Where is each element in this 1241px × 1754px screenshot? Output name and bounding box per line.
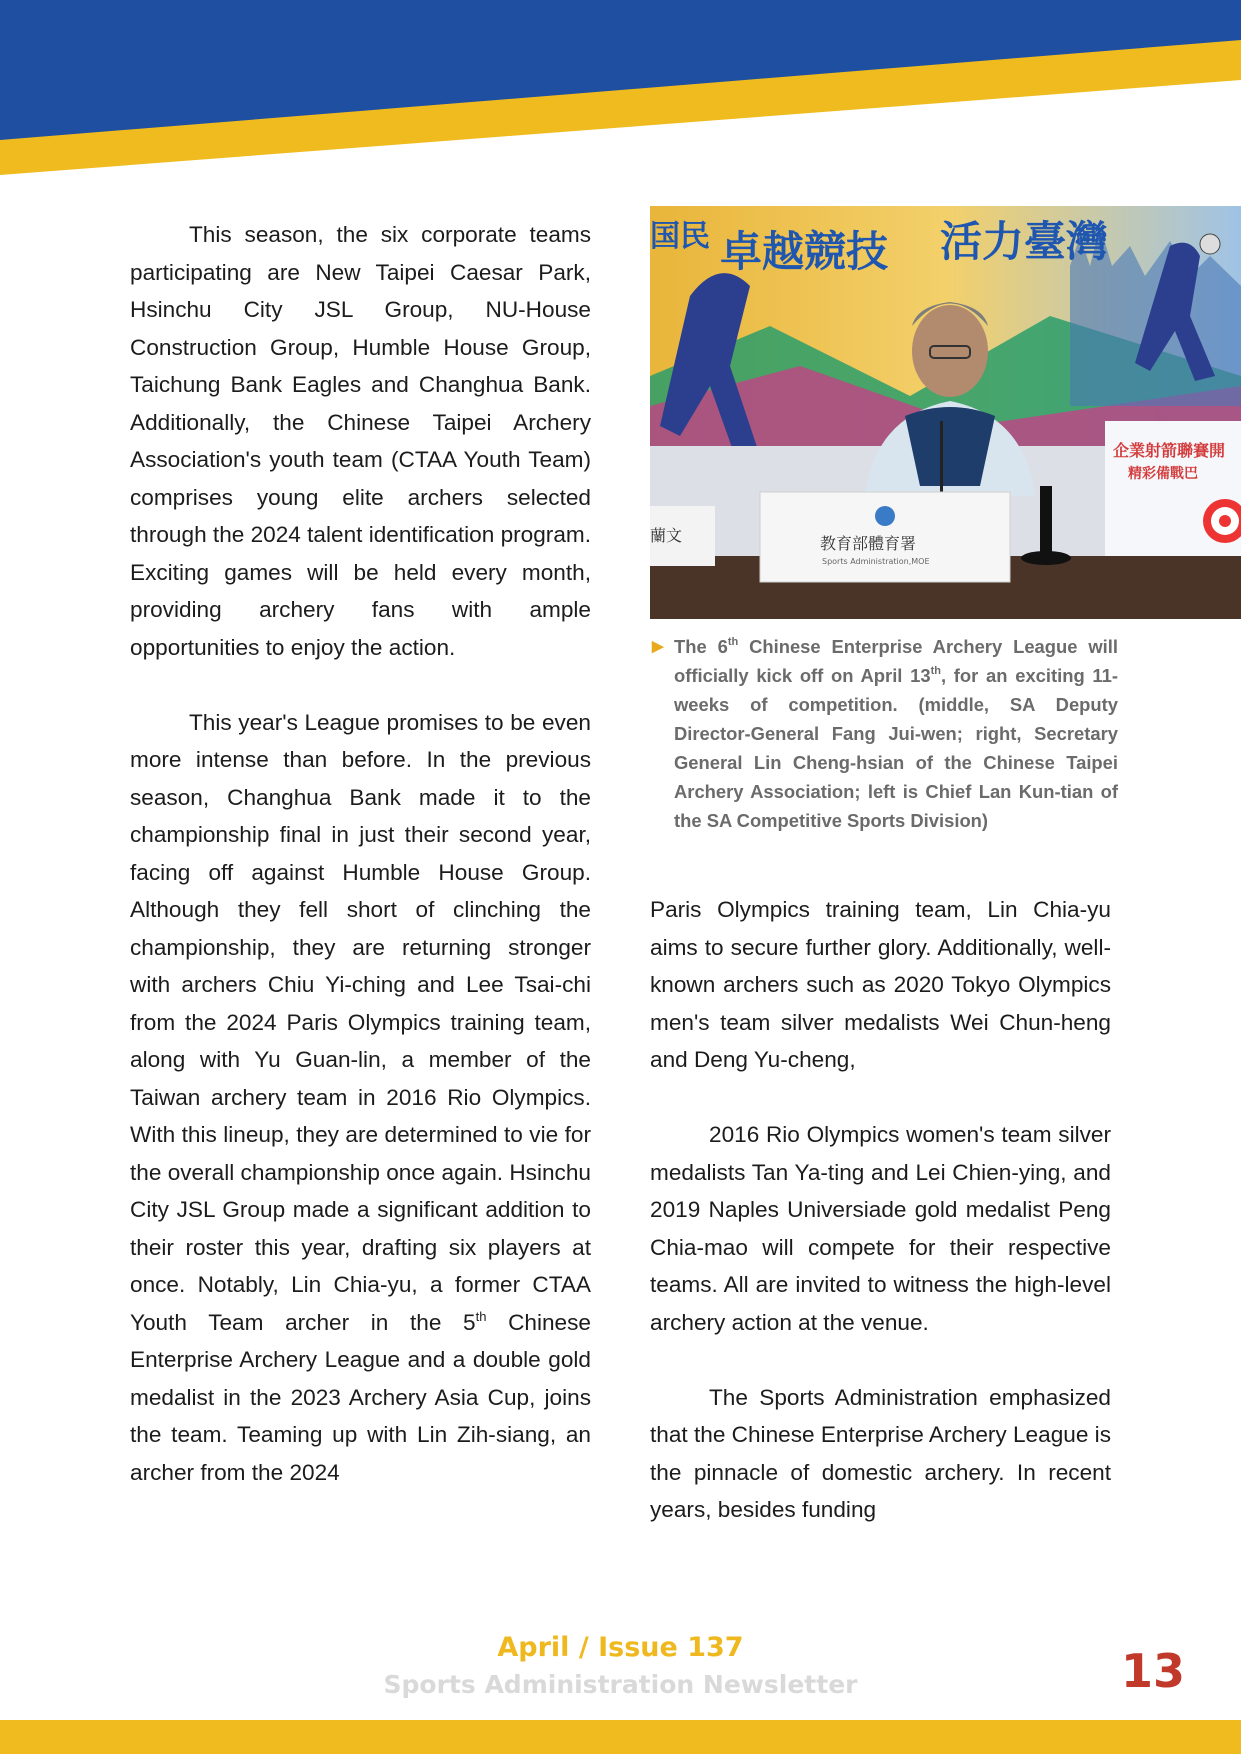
photo-caption: ▶ The 6th Chinese Enterprise Archery League will officially kick off on April 13th, for an exciting 11-weeks of competition. (middle, SA Deputy Director-General Fang Jui-wen; right, Secretary General Lin Cheng-hsian of the Chinese Taipei Archery Association; left is Chief Lan Kun-tian of the SA Competitive Sports Division) <box>650 632 1118 835</box>
right-column <box>650 891 1111 1529</box>
right-board-subtitle: 精彩備戰巴 <box>1128 466 1198 482</box>
right-paragraph-2: 2016 Rio Olympics women's team silver medalists Tan Ya-ting and Lei Chien-ying, and 2019 Naples Universiade gold medalist Peng Chia-mao will compete for their respective teams. All are invited to witness the high-level archery action at the venue. <box>650 1122 1111 1335</box>
publication-name: Sports Administration Newsletter <box>383 1670 858 1699</box>
banner-slogan-left: 国民 <box>650 219 710 254</box>
desk-sign-text: 教育部體育署 <box>820 534 917 553</box>
desk-sign-english: Sports Administration,MOE <box>822 557 930 566</box>
left-paragraph-2: This year's League promises to be even more intense than before. In the previous season, Changhua Bank made it to the championship final in just their second year, facing off against Humble House Group. Although they fell short of clinching the championship, they are returning stronger with archers Chiu Yi-ching and Lee Tsai-chi from the 2024 Paris Olympics training team, along with Yu Guan-lin, a member of the Taiwan archery team in 2016 Rio Olympics. With this lineup, they are determined to vie for the overall championship once again. Hsinchu City JSL Group made a significant addition to their roster this year, drafting six players at once. Notably, Lin Chia-yu, a former CTAA Youth Team archer in the 5th Chinese Enterprise Archery League and a double gold medalist in the 2023 Archery Asia Cup, joins the team. Teaming up with Lin Zih-siang, an archer from the 2024 <box>130 709 591 1485</box>
footer-bar <box>0 1720 1241 1754</box>
right-board-title: 企業射箭聯賽開 <box>1113 441 1226 460</box>
right-paragraph-3: The Sports Administration emphasized that the Chinese Enterprise Archery League is the pinnacle of domestic archery. In recent years, besides funding <box>650 1384 1111 1522</box>
banner-slogan-2: 活力臺灣 <box>940 217 1109 266</box>
page-number: 13 <box>1120 1644 1185 1698</box>
left-name-sign: 蘭文 <box>650 526 683 545</box>
left-paragraph-1: This season, the six corporate teams participating are New Taipei Caesar Park, Hsinchu City JSL Group, NU-House Construction Group, Humble House Group, Taichung Bank Eagles and Changhua Bank. Additionally, the Chinese Taipei Archery Association's youth team (CTAA Youth Team) comprises young elite archers selected through the 2024 talent identification program. Exciting games will be held every month, providing archery fans with ample opportunities to enjoy the action. <box>130 222 591 660</box>
banner-slogan-1: 卓越競技 <box>720 227 889 276</box>
left-column <box>130 216 591 1491</box>
issue-label: April / Issue 137 <box>497 1632 744 1663</box>
right-paragraph-1: Paris Olympics training team, Lin Chia-yu aims to secure further glory. Additionally, well-known archers such as 2020 Tokyo Olympics men's team silver medalists Wei Chun-heng and Deng Yu-cheng, <box>650 897 1111 1072</box>
header-banner <box>0 0 1241 190</box>
caption-arrow-icon: ▶ <box>652 638 664 655</box>
press-conference-photo <box>650 206 1241 619</box>
